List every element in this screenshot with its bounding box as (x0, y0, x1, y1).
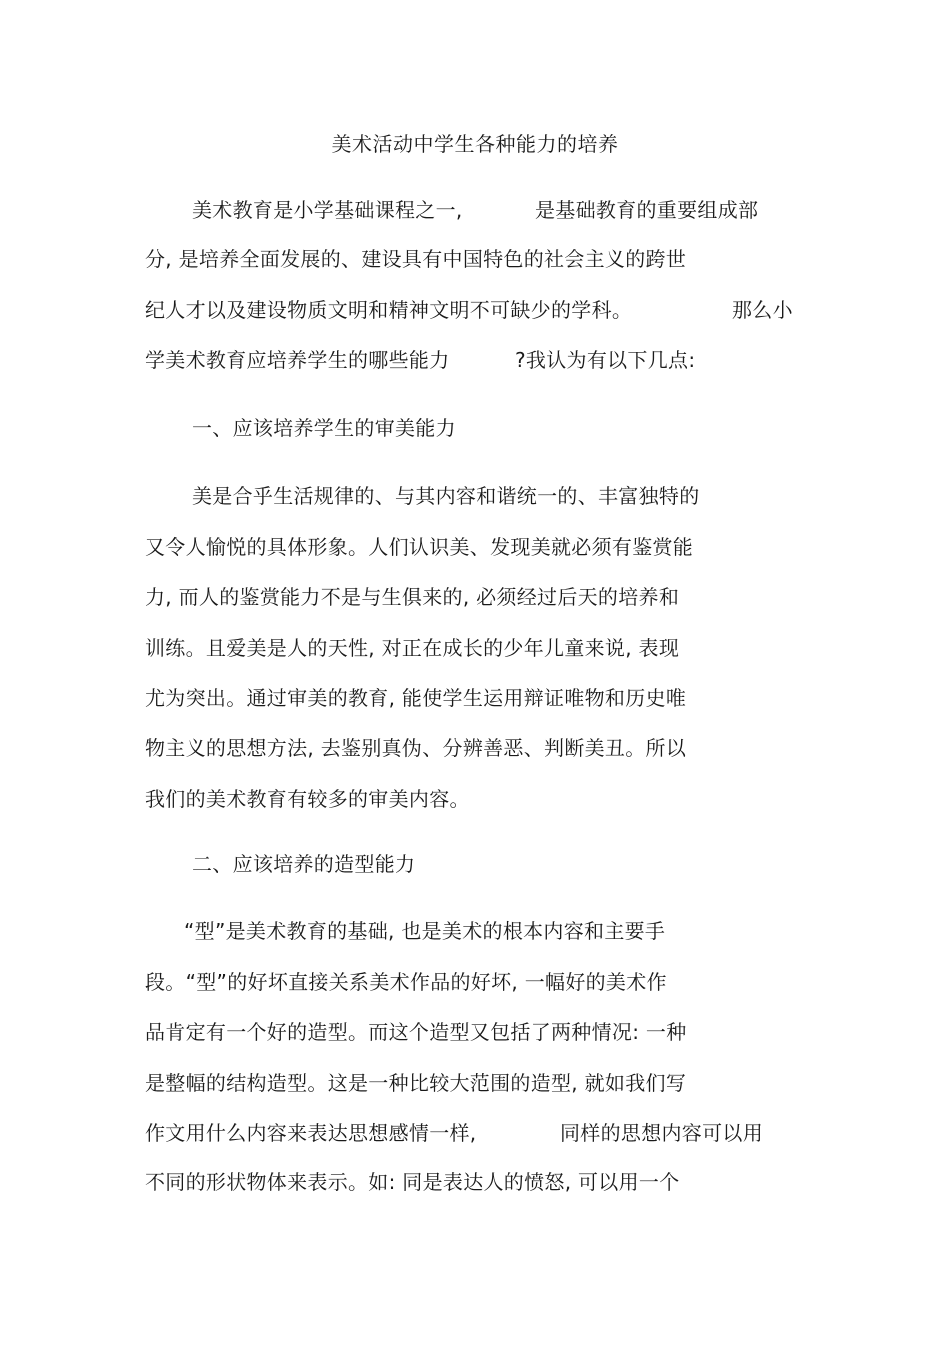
paragraph-line: 品肯定有一个好的造型。而这个造型又包括了两种情况: 一种 (145, 1020, 687, 1044)
text-segment: 纪人才以及建设物质文明和精神文明不可缺少的学科。 (145, 298, 633, 322)
text-segment: 美术教育是小学基础课程之一, (192, 198, 463, 222)
paragraph-line (145, 1119, 476, 1147)
paragraph-line (560, 1119, 763, 1147)
paragraph-line: 物主义的思想方法, 去鉴别真伪、分辨善恶、判断美丑。所以 (145, 736, 687, 760)
paragraph-line: “型”是美术教育的基础, 也是美术的根本内容和主要手 (184, 919, 666, 943)
paragraph-line: 段。“型”的好坏直接关系美术作品的好坏, 一幅好的美术作 (145, 970, 667, 994)
text-segment: 是基础教育的重要组成部 (535, 198, 759, 222)
text-segment: 作文用什么内容来表达思想感情一样, (145, 1121, 477, 1145)
paragraph-line: 我们的美术教育有较多的审美内容。 (145, 787, 470, 811)
paragraph-line (732, 296, 793, 324)
section-heading: 一、应该培养学生的审美能力 (192, 416, 456, 440)
paragraph-line: 训练。且爱美是人的天性, 对正在成长的少年儿童来说, 表现 (145, 636, 680, 660)
paragraph-line: 不同的形状物体来表示。如: 同是表达人的愤怒, 可以用一个 (145, 1170, 680, 1194)
paragraph-line (535, 196, 758, 224)
paragraph-line: 力, 而人的鉴赏能力不是与生俱来的, 必须经过后天的培养和 (145, 585, 680, 609)
paragraph-line (515, 346, 695, 374)
paragraph-line: 是整幅的结构造型。这是一种比较大范围的造型, 就如我们写 (145, 1071, 687, 1095)
text-segment: 学美术教育应培养学生的哪些能力 (145, 348, 450, 372)
text-segment: 同样的思想内容可以用 (560, 1121, 763, 1145)
document-title: 美术活动中学生各种能力的培养 (331, 132, 619, 156)
paragraph-line: 分, 是培养全面发展的、建设具有中国特色的社会主义的跨世 (145, 247, 687, 271)
text-segment: 那么小 (732, 298, 793, 322)
paragraph-line (145, 296, 632, 324)
text-segment: ?我认为有以下几点: (515, 348, 696, 372)
section-heading: 二、应该培养的造型能力 (192, 852, 416, 876)
paragraph-line: 美是合乎生活规律的、与其内容和谐统一的、丰富独特的 (192, 484, 700, 508)
paragraph-line (145, 346, 450, 374)
paragraph-line: 尤为突出。通过审美的教育, 能使学生运用辩证唯物和历史唯 (145, 686, 687, 710)
paragraph-line: 又令人愉悦的具体形象。人们认识美、发现美就必须有鉴赏能 (145, 535, 694, 559)
paragraph-line (192, 196, 463, 224)
